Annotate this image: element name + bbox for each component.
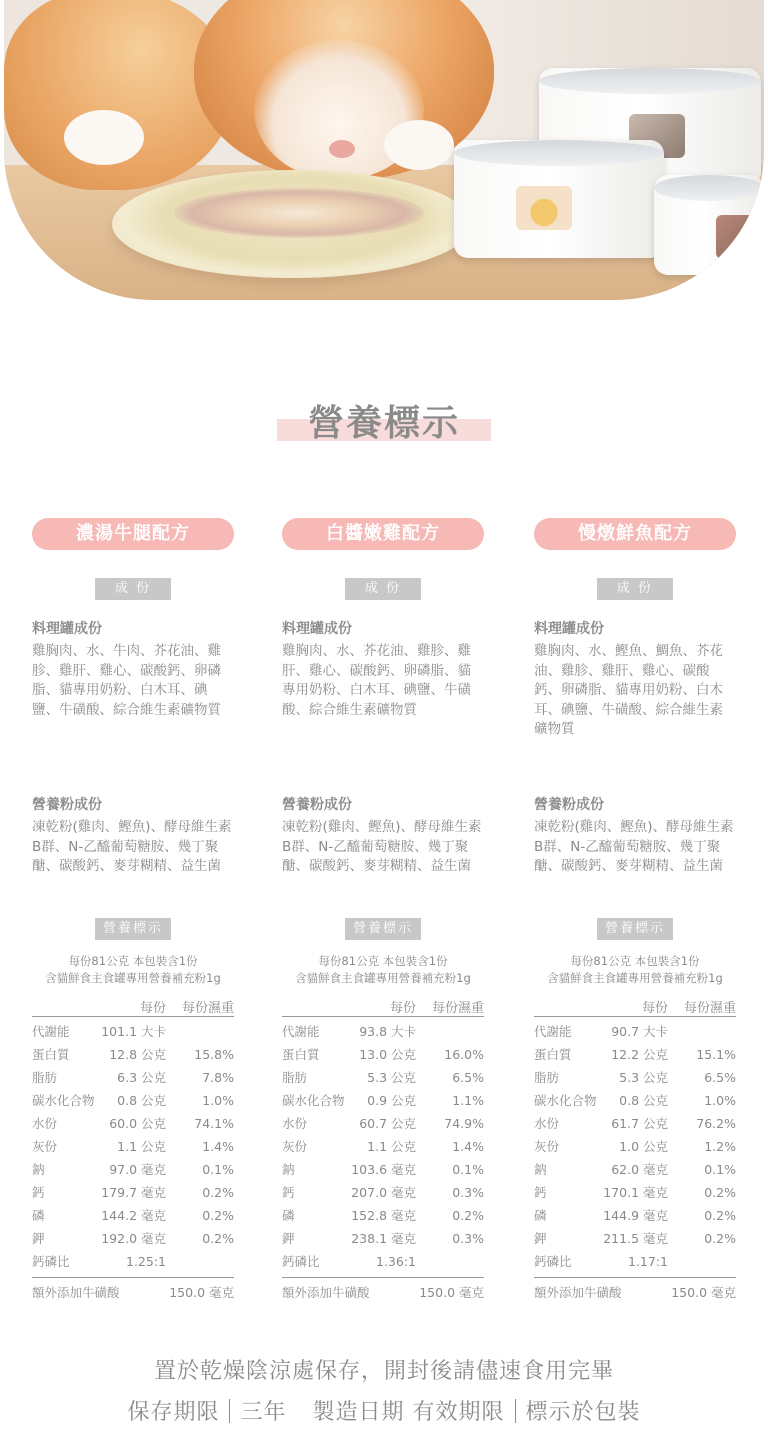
nutrient-amount: 192.0 毫克 bbox=[101, 1231, 166, 1246]
nutrient-amount: 6.3 公克 bbox=[117, 1070, 166, 1085]
nutrition-tag: 營養標示 bbox=[345, 918, 421, 940]
powder-ingredients: 凍乾粉(雞肉、鰹魚)、酵母維生素B群、N-乙醯葡萄糖胺、幾丁聚醣、碳酸鈣、麥芽糊精、益生菌 bbox=[282, 819, 482, 874]
nutrient-amount: 207.0 毫克 bbox=[351, 1185, 416, 1200]
nutrition-row bbox=[32, 1023, 234, 1046]
nutrition-row bbox=[32, 1253, 234, 1276]
nutrient-name: 碳水化合物 bbox=[282, 1093, 345, 1108]
nutrient-name: 水份 bbox=[282, 1116, 308, 1131]
recipe-column bbox=[282, 518, 484, 1304]
powder-ingredients: 凍乾粉(雞肉、鰹魚)、酵母維生素B群、N-乙醯葡萄糖胺、幾丁聚醣、碳酸鈣、麥芽糊精、益生菌 bbox=[32, 819, 232, 874]
nutrient-percent: 76.2% bbox=[696, 1116, 736, 1131]
nutrition-row bbox=[32, 1138, 234, 1161]
serving-line: 每份81公克 本包裝含1份 bbox=[570, 954, 700, 968]
nutrient-name: 鉀 bbox=[534, 1231, 547, 1246]
nutrition-row bbox=[282, 1184, 484, 1207]
nutrient-percent: 0.2% bbox=[452, 1208, 484, 1223]
cat-food bbox=[174, 188, 424, 238]
divider bbox=[32, 1277, 234, 1278]
wet-weight-header: 每份濕重 bbox=[683, 1001, 736, 1016]
recipe-name: 慢燉鮮魚配方 bbox=[534, 518, 736, 550]
nutrient-amount: 179.7 毫克 bbox=[101, 1185, 166, 1200]
nutrient-percent: 1.1% bbox=[452, 1093, 484, 1108]
nutrient-amount: 1.17:1 bbox=[628, 1254, 668, 1269]
serving-info bbox=[282, 953, 484, 987]
nutrient-percent: 0.2% bbox=[704, 1231, 736, 1246]
nutrition-tag: 營養標示 bbox=[95, 918, 171, 940]
nutrition-row bbox=[534, 1184, 736, 1207]
cat-nose bbox=[329, 140, 355, 158]
taurine-label: 額外添加牛磺酸 bbox=[32, 1285, 120, 1300]
nutrient-amount: 144.9 毫克 bbox=[603, 1208, 668, 1223]
serving-line: 每份81公克 本包裝含1份 bbox=[318, 954, 448, 968]
shelf-life-label: 保存期限 bbox=[127, 1400, 220, 1425]
divider bbox=[229, 1399, 230, 1423]
nutrition-row bbox=[282, 1207, 484, 1230]
nutrition-row bbox=[534, 1161, 736, 1184]
serving-info bbox=[32, 953, 234, 987]
nutrient-amount: 60.7 公克 bbox=[359, 1116, 416, 1131]
nutrient-percent: 74.9% bbox=[444, 1116, 484, 1131]
nutrient-amount: 1.1 公克 bbox=[117, 1139, 166, 1154]
nutrition-row bbox=[282, 1092, 484, 1115]
nutrient-percent: 0.1% bbox=[202, 1162, 234, 1177]
nutrient-percent: 0.2% bbox=[202, 1231, 234, 1246]
nutrient-amount: 0.8 公克 bbox=[117, 1093, 166, 1108]
taurine-label: 額外添加牛磺酸 bbox=[534, 1285, 622, 1300]
nutrition-row bbox=[282, 1138, 484, 1161]
nutrient-amount: 62.0 毫克 bbox=[611, 1162, 668, 1177]
nutrient-amount: 1.0 公克 bbox=[619, 1139, 668, 1154]
nutrition-header bbox=[282, 997, 484, 1017]
powder-ingredients-title: 營養粉成份 bbox=[32, 797, 102, 813]
page-title: 營養標示 bbox=[307, 403, 460, 444]
nutrient-name: 灰份 bbox=[534, 1139, 560, 1154]
nutrition-row bbox=[32, 1161, 234, 1184]
nutrient-amount: 238.1 毫克 bbox=[351, 1231, 416, 1246]
nutrient-name: 碳水化合物 bbox=[534, 1093, 597, 1108]
can-ingredients: 雞胸肉、水、牛肉、芥花油、雞胗、雞肝、雞心、碳酸鈣、卵磷脂、貓專用奶粉、白木耳、碘鹽、牛磺酸、綜合維生素礦物質 bbox=[32, 643, 221, 718]
nutrient-amount: 1.25:1 bbox=[126, 1254, 166, 1269]
recipe-column bbox=[32, 518, 234, 1304]
nutrition-row bbox=[534, 1230, 736, 1253]
nutrient-amount: 12.8 公克 bbox=[109, 1047, 166, 1062]
nutrient-percent: 1.0% bbox=[704, 1093, 736, 1108]
nutrition-row bbox=[32, 1092, 234, 1115]
nutrition-row bbox=[32, 1207, 234, 1230]
nutrient-name: 脂肪 bbox=[32, 1070, 58, 1085]
mfg-date-label: 製造日期 有效期限 bbox=[312, 1400, 505, 1425]
taurine-row bbox=[32, 1284, 234, 1304]
nutrition-row bbox=[282, 1161, 484, 1184]
per-serving-header: 每份 bbox=[139, 1001, 166, 1016]
wet-weight-header: 每份濕重 bbox=[431, 1001, 484, 1016]
taurine-label: 額外添加牛磺酸 bbox=[282, 1285, 370, 1300]
nutrition-table bbox=[534, 1023, 736, 1276]
nutrient-percent: 1.2% bbox=[704, 1139, 736, 1154]
nutrient-name: 水份 bbox=[32, 1116, 58, 1131]
nutrient-name: 脂肪 bbox=[282, 1070, 308, 1085]
nutrient-name: 蛋白質 bbox=[534, 1047, 572, 1062]
nutrient-name: 灰份 bbox=[32, 1139, 58, 1154]
nutrient-percent: 0.2% bbox=[704, 1185, 736, 1200]
nutrient-name: 鈣磷比 bbox=[32, 1254, 70, 1269]
nutrient-amount: 144.2 毫克 bbox=[101, 1208, 166, 1223]
nutrition-row bbox=[282, 1253, 484, 1276]
taurine-value: 150.0 毫克 bbox=[169, 1285, 234, 1300]
nutrition-table bbox=[282, 1023, 484, 1276]
can-ingredients-title: 料理罐成份 bbox=[282, 621, 352, 637]
hero-photo bbox=[4, 0, 764, 300]
nutrient-name: 鈣磷比 bbox=[282, 1254, 320, 1269]
nutrition-row bbox=[534, 1115, 736, 1138]
serving-line: 每份81公克 本包裝含1份 bbox=[68, 954, 198, 968]
nutrition-row bbox=[282, 1069, 484, 1092]
nutrient-amount: 12.2 公克 bbox=[611, 1047, 668, 1062]
nutrient-percent: 1.0% bbox=[202, 1093, 234, 1108]
nutrient-percent: 0.1% bbox=[452, 1162, 484, 1177]
per-serving-header: 每份 bbox=[641, 1001, 668, 1016]
nutrient-percent: 74.1% bbox=[194, 1116, 234, 1131]
nutrition-row bbox=[32, 1184, 234, 1207]
can-ingredients-title: 料理罐成份 bbox=[534, 621, 604, 637]
nutrient-name: 代謝能 bbox=[282, 1024, 320, 1039]
powder-ingredients-title: 營養粉成份 bbox=[282, 797, 352, 813]
nutrition-row bbox=[282, 1115, 484, 1138]
nutrient-name: 鈉 bbox=[282, 1162, 295, 1177]
per-serving-header: 每份 bbox=[389, 1001, 416, 1016]
nutrition-row bbox=[534, 1138, 736, 1161]
nutrient-percent: 0.3% bbox=[452, 1185, 484, 1200]
divider bbox=[282, 1277, 484, 1278]
nutrient-name: 代謝能 bbox=[534, 1024, 572, 1039]
nutrient-percent: 16.0% bbox=[444, 1047, 484, 1062]
nutrient-amount: 103.6 毫克 bbox=[351, 1162, 416, 1177]
nutrition-row bbox=[534, 1069, 736, 1092]
nutrient-amount: 93.8 大卡 bbox=[359, 1024, 416, 1039]
cat-paw bbox=[64, 110, 144, 165]
nutrient-percent: 0.2% bbox=[704, 1208, 736, 1223]
ingredients-tag: 成 份 bbox=[95, 578, 171, 600]
nutrient-name: 鈣 bbox=[282, 1185, 295, 1200]
section-title bbox=[277, 395, 491, 445]
nutrition-row bbox=[32, 1230, 234, 1253]
nutrient-amount: 13.0 公克 bbox=[359, 1047, 416, 1062]
nutrient-name: 磷 bbox=[32, 1208, 45, 1223]
nutrition-table bbox=[32, 1023, 234, 1276]
recipe-name: 白醬嫩雞配方 bbox=[282, 518, 484, 550]
food-can bbox=[454, 140, 664, 258]
shelf-info bbox=[0, 1395, 768, 1426]
serving-info bbox=[534, 953, 736, 987]
nutrition-row bbox=[32, 1115, 234, 1138]
nutrient-name: 鈣磷比 bbox=[534, 1254, 572, 1269]
nutrient-percent: 15.1% bbox=[696, 1047, 736, 1062]
nutrient-name: 代謝能 bbox=[32, 1024, 70, 1039]
taurine-value: 150.0 毫克 bbox=[671, 1285, 736, 1300]
nutrient-name: 鈣 bbox=[32, 1185, 45, 1200]
nutrient-amount: 90.7 大卡 bbox=[611, 1024, 668, 1039]
nutrient-percent: 1.4% bbox=[452, 1139, 484, 1154]
ingredients-tag: 成 份 bbox=[345, 578, 421, 600]
mfg-date-value: 標示於包裝 bbox=[525, 1400, 641, 1425]
food-can bbox=[654, 175, 764, 275]
nutrient-amount: 5.3 公克 bbox=[367, 1070, 416, 1085]
nutrition-row bbox=[534, 1023, 736, 1046]
nutrient-amount: 97.0 毫克 bbox=[109, 1162, 166, 1177]
nutrient-amount: 211.5 毫克 bbox=[603, 1231, 668, 1246]
nutrient-name: 磷 bbox=[534, 1208, 547, 1223]
taurine-value: 150.0 毫克 bbox=[419, 1285, 484, 1300]
recipe-column bbox=[534, 518, 736, 1304]
nutrient-amount: 0.9 公克 bbox=[367, 1093, 416, 1108]
nutrient-percent: 1.4% bbox=[202, 1139, 234, 1154]
storage-note: 置於乾燥陰涼處保存，開封後請儘速食用完畢 bbox=[153, 1359, 614, 1384]
nutrition-row bbox=[534, 1253, 736, 1276]
nutrition-row bbox=[32, 1046, 234, 1069]
can-ingredients: 雞胸肉、水、芥花油、雞胗、雞肝、雞心、碳酸鈣、卵磷脂、貓專用奶粉、白木耳、碘鹽、牛磺酸、綜合維生素礦物質 bbox=[282, 643, 471, 718]
nutrient-name: 灰份 bbox=[282, 1139, 308, 1154]
nutrient-name: 蛋白質 bbox=[32, 1047, 70, 1062]
nutrient-name: 脂肪 bbox=[534, 1070, 560, 1085]
nutrient-percent: 6.5% bbox=[452, 1070, 484, 1085]
divider bbox=[534, 1277, 736, 1278]
nutrient-name: 水份 bbox=[534, 1116, 560, 1131]
nutrition-row bbox=[534, 1046, 736, 1069]
nutrient-name: 鈉 bbox=[32, 1162, 45, 1177]
nutrient-amount: 60.0 公克 bbox=[109, 1116, 166, 1131]
nutrient-name: 碳水化合物 bbox=[32, 1093, 95, 1108]
nutrient-amount: 0.8 公克 bbox=[619, 1093, 668, 1108]
nutrient-percent: 0.1% bbox=[704, 1162, 736, 1177]
shelf-life-value: 三年 bbox=[240, 1400, 287, 1425]
nutrient-amount: 152.8 毫克 bbox=[351, 1208, 416, 1223]
serving-line: 含貓鮮食主食罐專用營養補充粉1g bbox=[547, 971, 723, 985]
recipe-name: 濃湯牛腿配方 bbox=[32, 518, 234, 550]
divider bbox=[515, 1399, 516, 1423]
nutrition-tag: 營養標示 bbox=[597, 918, 673, 940]
nutrient-name: 鈉 bbox=[534, 1162, 547, 1177]
nutrient-percent: 0.2% bbox=[202, 1185, 234, 1200]
nutrient-name: 蛋白質 bbox=[282, 1047, 320, 1062]
nutrient-amount: 1.1 公克 bbox=[367, 1139, 416, 1154]
nutrient-amount: 61.7 公克 bbox=[611, 1116, 668, 1131]
nutrient-name: 鉀 bbox=[32, 1231, 45, 1246]
powder-ingredients: 凍乾粉(雞肉、鰹魚)、酵母維生素B群、N-乙醯葡萄糖胺、幾丁聚醣、碳酸鈣、麥芽糊精、益生菌 bbox=[534, 819, 734, 874]
nutrient-name: 鉀 bbox=[282, 1231, 295, 1246]
nutrient-name: 磷 bbox=[282, 1208, 295, 1223]
nutrition-header bbox=[534, 997, 736, 1017]
nutrient-percent: 0.3% bbox=[452, 1231, 484, 1246]
cat-paw bbox=[384, 120, 454, 170]
nutrition-row bbox=[282, 1230, 484, 1253]
powder-ingredients-title: 營養粉成份 bbox=[534, 797, 604, 813]
nutrient-percent: 7.8% bbox=[202, 1070, 234, 1085]
nutrition-row bbox=[282, 1023, 484, 1046]
nutrient-percent: 6.5% bbox=[704, 1070, 736, 1085]
serving-line: 含貓鮮食主食罐專用營養補充粉1g bbox=[295, 971, 471, 985]
nutrition-header bbox=[32, 997, 234, 1017]
nutrient-amount: 5.3 公克 bbox=[619, 1070, 668, 1085]
taurine-row bbox=[534, 1284, 736, 1304]
can-ingredients-title: 料理罐成份 bbox=[32, 621, 102, 637]
serving-line: 含貓鮮食主食罐專用營養補充粉1g bbox=[45, 971, 221, 985]
nutrient-percent: 15.8% bbox=[194, 1047, 234, 1062]
nutrient-amount: 1.36:1 bbox=[376, 1254, 416, 1269]
ingredients-tag: 成 份 bbox=[597, 578, 673, 600]
nutrition-row bbox=[534, 1207, 736, 1230]
nutrient-amount: 170.1 毫克 bbox=[603, 1185, 668, 1200]
wet-weight-header: 每份濕重 bbox=[181, 1001, 234, 1016]
nutrient-percent: 0.2% bbox=[202, 1208, 234, 1223]
nutrition-row bbox=[534, 1092, 736, 1115]
can-ingredients: 雞胸肉、水、鰹魚、鯛魚、芥花油、雞胗、雞肝、雞心、碳酸鈣、卵磷脂、貓專用奶粉、白木耳、碘鹽、牛磺酸、綜合維生素礦物質 bbox=[534, 643, 723, 737]
nutrition-row bbox=[32, 1069, 234, 1092]
nutrient-amount: 101.1 大卡 bbox=[101, 1024, 166, 1039]
nutrient-name: 鈣 bbox=[534, 1185, 547, 1200]
taurine-row bbox=[282, 1284, 484, 1304]
nutrition-row bbox=[282, 1046, 484, 1069]
